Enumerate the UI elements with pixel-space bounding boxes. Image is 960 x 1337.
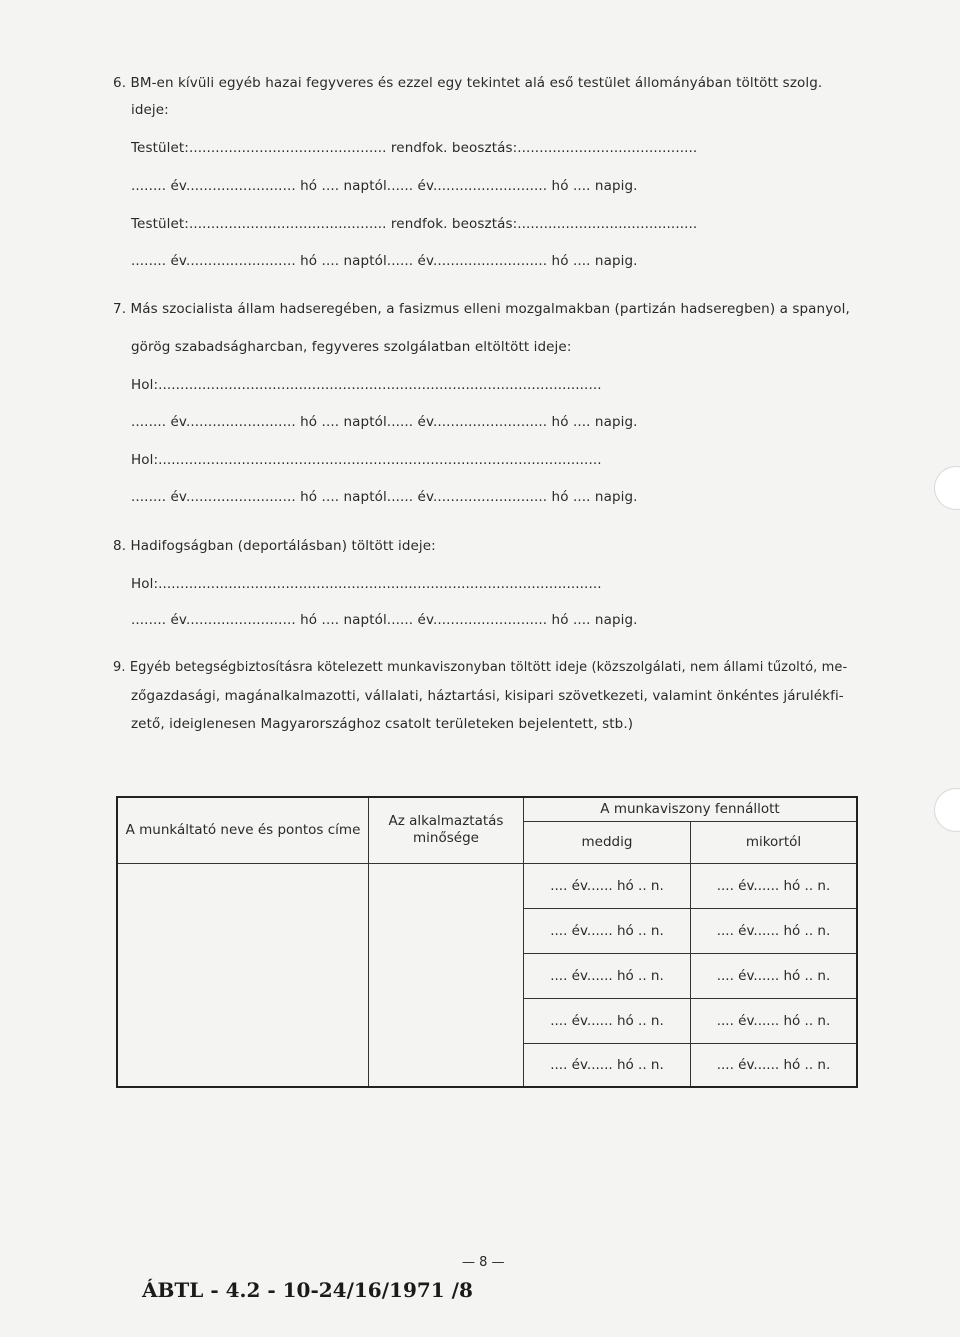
s7-row-place-2: Hol:..................................................................................................... <box>131 452 602 468</box>
from-value: .... év...... hó .. n. <box>716 1012 831 1029</box>
until-value: .... év...... hó .. n. <box>550 922 664 939</box>
until-cell[interactable] <box>524 863 691 908</box>
archive-reference: ÁBTL - 4.2 - 10-24/16/1971 /8 <box>142 1278 473 1302</box>
punch-hole-bottom <box>934 788 960 832</box>
punch-hole-top <box>934 466 960 510</box>
col-until-label: meddig <box>581 834 633 850</box>
col-period-label: A munkaviszony fennállott <box>600 801 780 818</box>
col-from-label: mikortól <box>745 834 802 850</box>
s7-row-place-1: Hol:..................................................................................................... <box>131 377 602 393</box>
until-value: .... év...... hó .. n. <box>550 877 664 894</box>
s6-row-dates-1: ........ év......................... hó .... naptól...... év.......................... hó .... napig. <box>131 178 638 194</box>
until-cell[interactable] <box>524 998 691 1043</box>
position-cell[interactable] <box>369 863 524 1087</box>
col-position-label: Az alkalmaztatás minősége <box>388 813 504 847</box>
col-until-header <box>524 821 691 863</box>
from-value: .... év...... hó .. n. <box>716 877 831 894</box>
from-value: .... év...... hó .. n. <box>716 967 831 984</box>
from-cell[interactable] <box>691 953 858 998</box>
from-value: .... év...... hó .. n. <box>716 1056 831 1073</box>
employment-table <box>116 796 858 1088</box>
until-cell[interactable] <box>524 953 691 998</box>
until-value: .... év...... hó .. n. <box>550 967 664 984</box>
page-number: — 8 — <box>462 1255 505 1270</box>
s6-heading-line2: ideje: <box>131 102 169 118</box>
s8-row-dates: ........ év......................... hó .... naptól...... év.......................... hó .... napig. <box>131 612 638 628</box>
col-employer-label: A munkáltató neve és pontos címe <box>125 822 361 839</box>
from-cell[interactable] <box>691 863 858 908</box>
s8-heading: 8. Hadifogságban (deportálásban) töltött ideje: <box>113 538 436 554</box>
s6-heading-line1: 6. BM-en kívüli egyéb hazai fegyveres és ezzel egy tekintet alá eső testület állományában töltött szolg. <box>113 75 823 91</box>
s9-heading-line1: 9. Egyéb betegségbiztosításra kötelezett munkaviszonyban töltött ideje (közszolgálati, nem állami tűzoltó, me- <box>113 660 848 675</box>
s8-row-place: Hol:..................................................................................................... <box>131 576 602 592</box>
s7-row-dates-1: ........ év......................... hó .... naptól...... év.......................... hó .... napig. <box>131 414 638 430</box>
from-value: .... év...... hó .. n. <box>716 922 831 939</box>
s7-row-dates-2: ........ év......................... hó .... naptól...... év.......................... hó .... napig. <box>131 489 638 505</box>
col-position-header <box>369 797 524 863</box>
from-cell[interactable] <box>691 1043 858 1087</box>
s9-heading-line3: zető, ideiglenesen Magyarországhoz csatolt területeken bejelentett, stb.) <box>131 716 634 732</box>
table-row <box>117 863 857 908</box>
s6-row-dates-2: ........ év......................... hó .... naptól...... év.......................... hó .... napig. <box>131 253 638 269</box>
until-value: .... év...... hó .. n. <box>550 1056 664 1073</box>
until-value: .... év...... hó .. n. <box>550 1012 664 1029</box>
s9-heading-line2: zőgazdasági, magánalkalmazotti, vállalati, háztartási, kisipari szövetkezeti, valamint önkéntes járulékfi- <box>131 688 844 704</box>
s7-heading-line2: görög szabadságharcban, fegyveres szolgálatban eltöltött ideje: <box>131 339 572 355</box>
col-employer-header <box>117 797 369 863</box>
s6-row-body-1: Testület:............................................. rendfok. beosztás:......................................... <box>131 140 698 156</box>
employer-cell[interactable] <box>117 863 369 1087</box>
s7-heading-line1: 7. Más szocialista állam hadseregében, a fasizmus elleni mozgalmakban (partizán hadseregben) a spanyol, <box>113 301 850 317</box>
col-from-header <box>691 821 858 863</box>
s6-row-body-2: Testület:............................................. rendfok. beosztás:......................................... <box>131 216 698 232</box>
from-cell[interactable] <box>691 908 858 953</box>
from-cell[interactable] <box>691 998 858 1043</box>
col-period-header <box>524 797 858 821</box>
until-cell[interactable] <box>524 1043 691 1087</box>
until-cell[interactable] <box>524 908 691 953</box>
